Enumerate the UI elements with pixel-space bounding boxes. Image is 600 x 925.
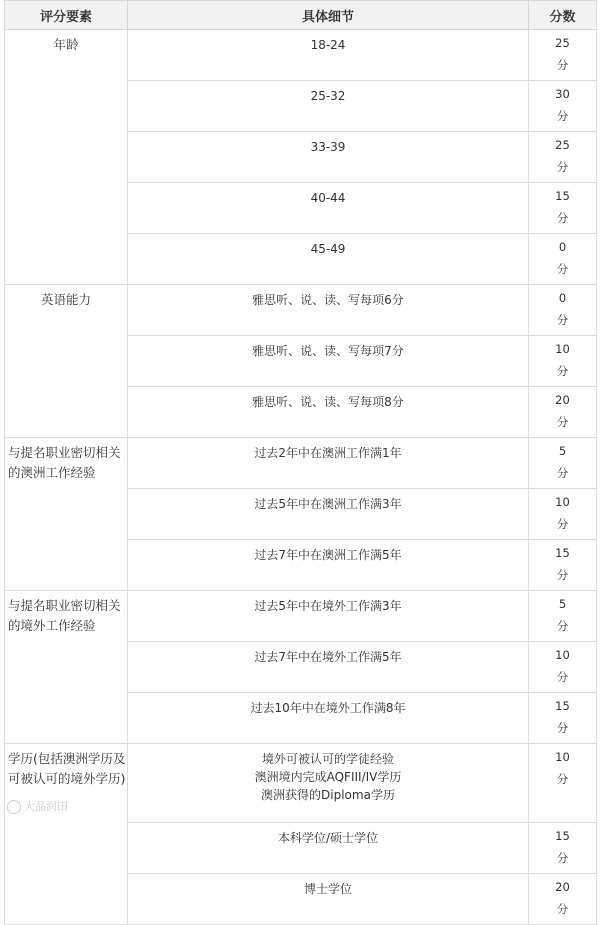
score-cell: 10 分 <box>529 744 597 823</box>
score-cell: 0 分 <box>529 234 597 285</box>
table-row <box>5 744 597 823</box>
table-row <box>5 438 597 489</box>
score-cell: 20 分 <box>529 387 597 438</box>
detail-cell: 18-24 <box>128 30 529 81</box>
header-factor: 评分要素 <box>5 1 128 30</box>
score-cell: 15 分 <box>529 823 597 874</box>
factor-age: 年龄 <box>5 30 128 285</box>
header-detail: 具体细节 <box>128 1 529 30</box>
score-cell: 15 分 <box>529 540 597 591</box>
score-cell: 30 分 <box>529 81 597 132</box>
watermark <box>7 798 68 814</box>
watermark-text: 大品润田 <box>24 800 68 813</box>
detail-cell: 过去7年中在境外工作满5年 <box>128 642 529 693</box>
score-cell: 10 分 <box>529 336 597 387</box>
detail-cell: 过去10年中在境外工作满8年 <box>128 693 529 744</box>
score-cell: 20 分 <box>529 874 597 925</box>
header-score: 分数 <box>529 1 597 30</box>
table-row <box>5 30 597 81</box>
score-cell: 0 分 <box>529 285 597 336</box>
score-cell: 15 分 <box>529 693 597 744</box>
detail-cell: 过去5年中在澳洲工作满3年 <box>128 489 529 540</box>
detail-cell: 33-39 <box>128 132 529 183</box>
detail-cell: 过去2年中在澳洲工作满1年 <box>128 438 529 489</box>
header-row <box>5 1 597 30</box>
factor-overseas-work: 与提名职业密切相关 的境外工作经验 <box>5 591 128 744</box>
detail-cell: 境外可被认可的学徒经验 澳洲境内完成AQFIII/IV学历 澳洲获得的Diploma学历 <box>128 744 529 823</box>
score-cell: 5 分 <box>529 591 597 642</box>
detail-cell: 博士学位 <box>128 874 529 925</box>
table-row <box>5 285 597 336</box>
detail-cell: 雅思听、说、读、写每项6分 <box>128 285 529 336</box>
detail-cell: 本科学位/硕士学位 <box>128 823 529 874</box>
detail-cell: 过去7年中在澳洲工作满5年 <box>128 540 529 591</box>
score-cell: 15 分 <box>529 183 597 234</box>
factor-education: 学历(包括澳洲学历及 可被认可的境外学历) <box>5 744 128 925</box>
score-cell: 25 分 <box>529 132 597 183</box>
factor-english: 英语能力 <box>5 285 128 438</box>
points-table <box>4 0 597 925</box>
score-cell: 10 分 <box>529 642 597 693</box>
detail-cell: 雅思听、说、读、写每项7分 <box>128 336 529 387</box>
detail-cell: 25-32 <box>128 81 529 132</box>
detail-cell: 雅思听、说、读、写每项8分 <box>128 387 529 438</box>
score-cell: 5 分 <box>529 438 597 489</box>
weibo-logo-icon <box>7 800 21 814</box>
detail-cell: 40-44 <box>128 183 529 234</box>
factor-au-work: 与提名职业密切相关 的澳洲工作经验 <box>5 438 128 591</box>
score-cell: 25 分 <box>529 30 597 81</box>
detail-cell: 45-49 <box>128 234 529 285</box>
table-row <box>5 591 597 642</box>
detail-cell: 过去5年中在境外工作满3年 <box>128 591 529 642</box>
score-cell: 10 分 <box>529 489 597 540</box>
